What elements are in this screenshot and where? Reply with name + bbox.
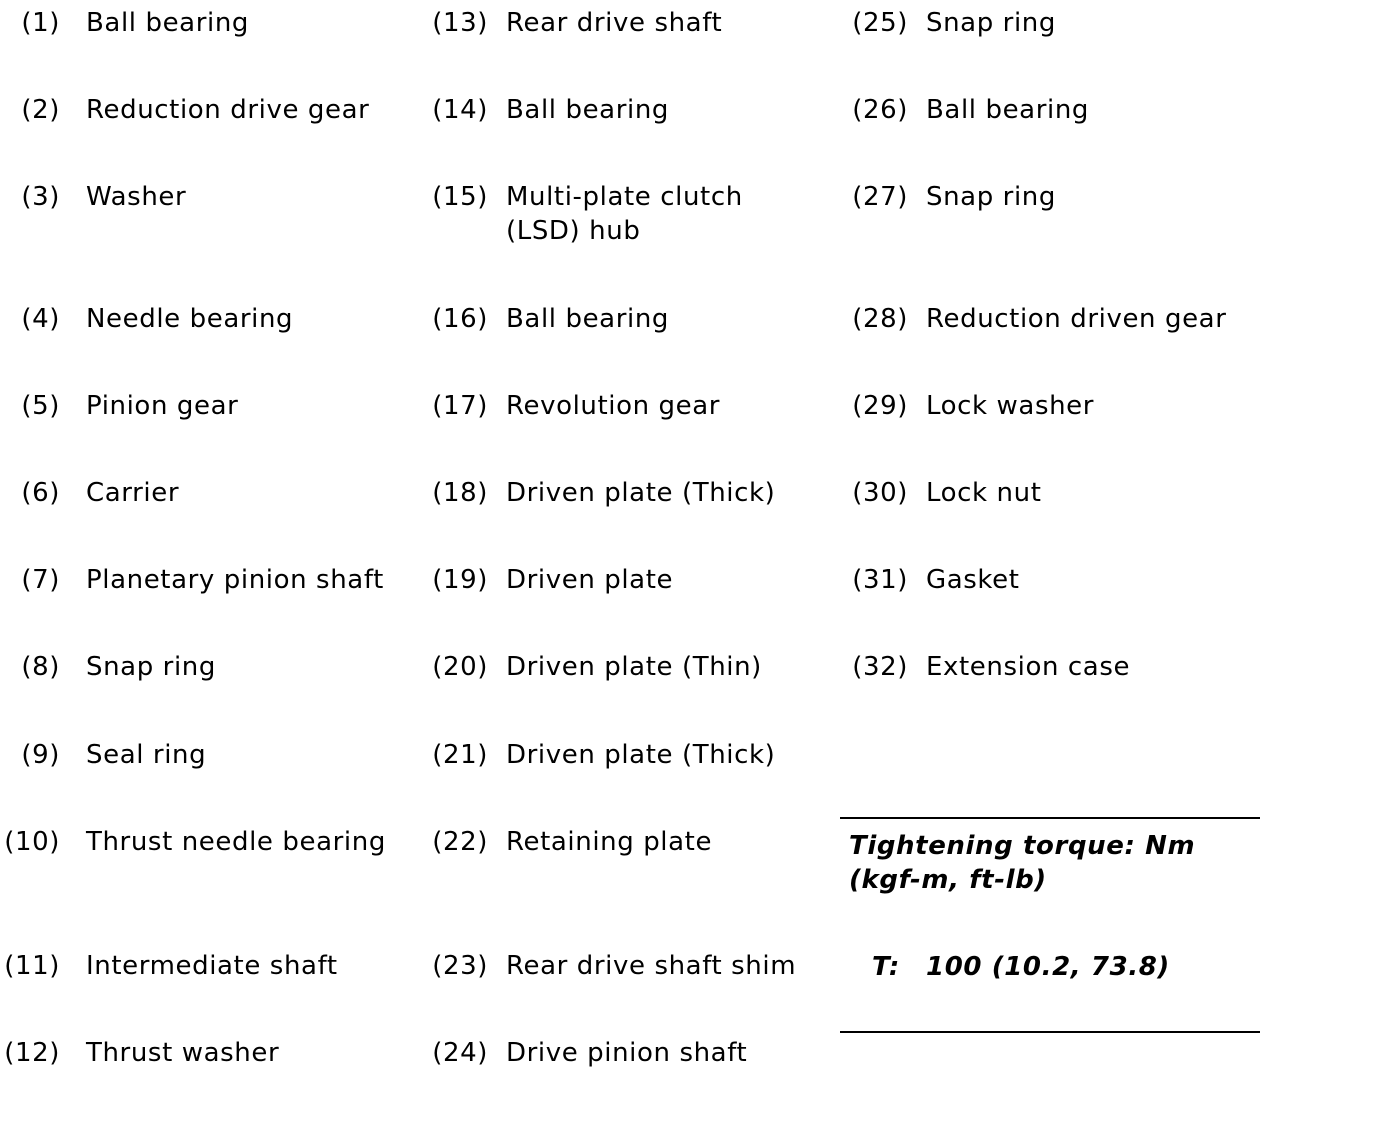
part-label	[86, 1036, 279, 1070]
part-number: (3)	[21, 182, 60, 212]
part-number: (19)	[432, 565, 488, 595]
part-label-line: Needle bearing	[86, 304, 294, 334]
part-number: (8)	[21, 652, 60, 682]
part-label	[86, 825, 386, 859]
part-number: (22)	[432, 827, 488, 857]
part-label	[506, 650, 762, 684]
part-label	[926, 563, 1020, 597]
part-label	[926, 302, 1227, 336]
part-number: (27)	[852, 182, 908, 212]
part-number: (21)	[432, 740, 488, 770]
part-number: (24)	[432, 1038, 488, 1068]
part-label-line: Gasket	[926, 565, 1020, 595]
part-label	[926, 180, 1056, 214]
part-label-line: Ball bearing	[926, 95, 1090, 125]
part-label	[506, 302, 669, 336]
part-label	[86, 949, 338, 983]
part-number: (14)	[432, 95, 488, 125]
part-label	[86, 93, 369, 127]
part-label	[506, 1036, 747, 1070]
part-label	[86, 6, 249, 40]
part-label	[506, 476, 775, 510]
part-number: (29)	[852, 391, 908, 421]
torque-title-line2: (kgf-m, ft-lb)	[849, 865, 1047, 895]
part-label	[506, 180, 743, 248]
part-label	[506, 93, 669, 127]
part-label	[506, 825, 712, 859]
part-label	[506, 6, 722, 40]
part-label-line: Driven plate	[506, 565, 674, 595]
part-label	[86, 180, 186, 214]
part-label-line: Reduction drive gear	[86, 95, 370, 125]
part-label	[506, 949, 796, 983]
part-label-line: Retaining plate	[506, 827, 713, 857]
part-label	[506, 738, 775, 772]
part-number: (5)	[21, 391, 60, 421]
part-label-line: Driven plate (Thick)	[506, 478, 776, 508]
part-number: (18)	[432, 478, 488, 508]
part-number: (13)	[432, 8, 488, 38]
part-label-line: Driven plate (Thin)	[506, 652, 762, 682]
part-label-line: Planetary pinion shaft	[86, 565, 384, 595]
part-number: (28)	[852, 304, 908, 334]
part-label-line: Multi-plate clutch	[506, 182, 743, 212]
part-label	[86, 738, 206, 772]
part-number: (32)	[852, 652, 908, 682]
part-number: (15)	[432, 182, 488, 212]
part-number: (25)	[852, 8, 908, 38]
part-label	[926, 476, 1042, 510]
part-label-line: Thrust washer	[86, 1038, 280, 1068]
part-label-line: Ball bearing	[506, 304, 670, 334]
part-label	[506, 389, 720, 423]
torque-title-line1: Tightening torque: Nm	[849, 831, 1196, 861]
part-label-line: Driven plate (Thick)	[506, 740, 776, 770]
part-label-line: Snap ring	[926, 182, 1056, 212]
part-label	[506, 563, 673, 597]
part-label	[86, 650, 216, 684]
part-label-line: (LSD) hub	[506, 216, 641, 246]
part-label-line: Seal ring	[86, 740, 207, 770]
part-label	[86, 302, 293, 336]
part-number: (26)	[852, 95, 908, 125]
part-number: (20)	[432, 652, 488, 682]
part-label-line: Intermediate shaft	[86, 951, 338, 981]
part-label	[86, 563, 384, 597]
part-label-line: Washer	[86, 182, 187, 212]
part-label	[926, 6, 1056, 40]
part-label-line: Reduction driven gear	[926, 304, 1227, 334]
torque-title	[849, 829, 1195, 897]
part-number: (16)	[432, 304, 488, 334]
part-label	[86, 389, 238, 423]
part-number: (6)	[21, 478, 60, 508]
part-label-line: Ball bearing	[86, 8, 250, 38]
part-label	[926, 650, 1130, 684]
torque-value-row	[872, 950, 1170, 984]
part-number: (12)	[4, 1038, 60, 1068]
part-label-line: Pinion gear	[86, 391, 239, 421]
part-label	[926, 389, 1094, 423]
part-number: (9)	[21, 740, 60, 770]
torque-t-value: 100 (10.2, 73.8)	[926, 952, 1170, 982]
part-label-line: Extension case	[926, 652, 1131, 682]
part-label-line: Drive pinion shaft	[506, 1038, 748, 1068]
part-number: (11)	[4, 951, 60, 981]
part-number: (2)	[21, 95, 60, 125]
part-label-line: Lock nut	[926, 478, 1042, 508]
part-label-line: Revolution gear	[506, 391, 721, 421]
part-label	[926, 93, 1089, 127]
part-label-line: Carrier	[86, 478, 180, 508]
part-number: (4)	[21, 304, 60, 334]
part-label-line: Lock washer	[926, 391, 1095, 421]
part-number: (31)	[852, 565, 908, 595]
part-number: (1)	[21, 8, 60, 38]
part-label-line: Snap ring	[86, 652, 216, 682]
part-number: (17)	[432, 391, 488, 421]
part-label-line: Rear drive shaft shim	[506, 951, 797, 981]
part-number: (10)	[4, 827, 60, 857]
part-number: (7)	[21, 565, 60, 595]
part-number: (30)	[852, 478, 908, 508]
part-label-line: Thrust needle bearing	[86, 827, 386, 857]
part-number: (23)	[432, 951, 488, 981]
part-label-line: Snap ring	[926, 8, 1056, 38]
tightening-torque-box	[840, 817, 1260, 1033]
part-label	[86, 476, 179, 510]
torque-t-label: T:	[872, 952, 900, 982]
part-label-line: Ball bearing	[506, 95, 670, 125]
part-label-line: Rear drive shaft	[506, 8, 723, 38]
